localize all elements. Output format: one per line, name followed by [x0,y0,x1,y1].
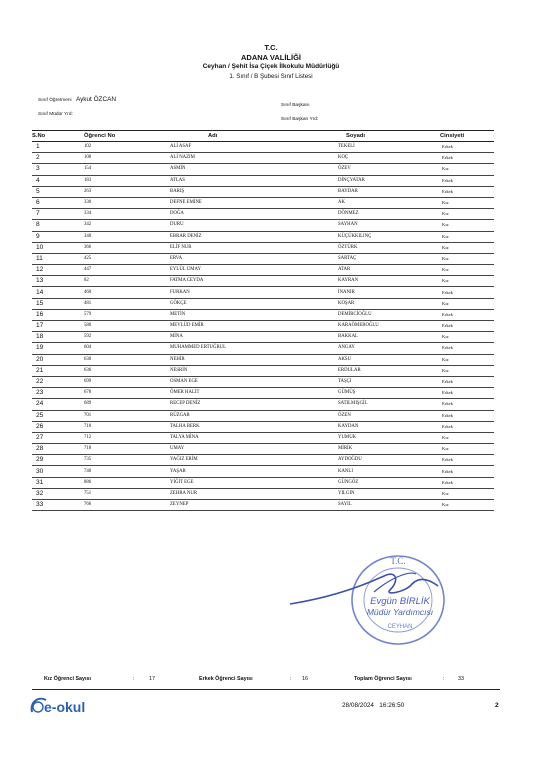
student-number: 481 [62,298,144,309]
student-gender: Kız [424,500,494,511]
student-gender: Erkek [424,321,494,332]
table-row [32,421,494,432]
student-gender: Erkek [424,287,494,298]
student-gender: Kız [424,432,494,443]
page-number: 2 [495,702,499,709]
student-number: 718 [62,444,144,455]
student-name: DEFNE EMİNE [144,197,304,208]
table-row [32,354,494,365]
student-name: ZEYNEP [144,500,304,511]
footer-divider [32,689,500,690]
vice-president-label: Sınıf Başkan Yrd: [281,117,319,122]
row-number: 15 [32,298,62,309]
student-number: 154 [62,164,144,175]
student-surname: DİNÇYATAR [304,175,424,186]
stamp-bottom-text: CEYHAN [387,624,413,630]
student-name: ELİF NUR [144,242,304,253]
student-gender: Kız [424,209,494,220]
student-number: 460 [62,287,144,298]
student-gender: Kız [424,276,494,287]
student-gender: Kız [424,231,494,242]
student-name: NESRİN [144,365,304,376]
row-number: 21 [32,365,62,376]
table-row [32,209,494,220]
table-row [32,220,494,231]
student-number: 366 [62,242,144,253]
student-name: METİN [144,309,304,320]
table-row [32,265,494,276]
table-header-row [32,131,494,142]
student-surname: KAYRAN [304,276,424,287]
student-name: GÖKÇE [144,298,304,309]
student-surname: GÜMÜŞ [304,388,424,399]
table-row [32,343,494,354]
student-gender: Kız [424,265,494,276]
row-number: 32 [32,488,62,499]
student-gender: Kız [424,298,494,309]
student-number: 735 [62,455,144,466]
boys-count: 16 [302,676,308,682]
table-row [32,444,494,455]
girls-count-label: Kız Öğrenci Sayısı [44,676,92,682]
student-number: 82 [62,276,144,287]
student-number: 447 [62,265,144,276]
student-number: 108 [62,153,144,164]
row-number: 29 [32,455,62,466]
row-number: 13 [32,276,62,287]
student-number: 712 [62,432,144,443]
student-number: 751 [62,488,144,499]
student-name: ÖMER HALİT [144,388,304,399]
student-gender: Erkek [424,421,494,432]
row-number: 17 [32,321,62,332]
student-name: YAŞAR [144,466,304,477]
table-row [32,298,494,309]
table-row [32,365,494,376]
row-number: 1 [32,142,62,153]
student-number: 592 [62,332,144,343]
student-number: 580 [62,321,144,332]
student-name: BARIŞ [144,186,304,197]
official-stamp [288,540,478,650]
student-surname: TAŞÇI [304,376,424,387]
col-name: Adı [144,131,304,142]
student-gender: Erkek [424,175,494,186]
row-number: 3 [32,164,62,175]
student-surname: KOÇ [304,153,424,164]
student-name: YAĞIZ ERİM [144,455,304,466]
student-name: TALHA BERK [144,421,304,432]
student-name: RECEP DENİZ [144,399,304,410]
row-number: 5 [32,186,62,197]
row-number: 14 [32,287,62,298]
student-surname: ÖZTÜRK [304,242,424,253]
student-name: UMAY [144,444,304,455]
student-number: 740 [62,466,144,477]
header-governorship: ADANA VALİLİĞİ [241,53,301,62]
student-gender: Erkek [424,455,494,466]
student-number: 710 [62,421,144,432]
table-row [32,399,494,410]
student-gender: Erkek [424,388,494,399]
student-number: 678 [62,388,144,399]
row-number: 30 [32,466,62,477]
student-name: MUHAMMED ERTUĞRUL [144,343,304,354]
row-number: 4 [32,175,62,186]
student-number: 263 [62,186,144,197]
student-surname: ANGAY [304,343,424,354]
student-surname: BAYDAR [304,186,424,197]
header-class-title: 1. Sınıf / B Şubesi Sınıf Listesi [229,73,313,80]
student-name: ALİ NAZIM [144,153,304,164]
student-surname: DEMİRCİOĞLU [304,309,424,320]
student-name: OSMAN EGE [144,376,304,387]
col-gender: Cinsiyeti [424,131,494,142]
student-surname: SAYIL [304,500,424,511]
student-surname: SATILMIŞGİL [304,399,424,410]
table-row [32,253,494,264]
row-number: 23 [32,388,62,399]
student-gender: Erkek [424,309,494,320]
print-datetime: 28/08/2024 16:26:50 [342,702,405,709]
eokul-logo-text: e-okul [44,699,86,715]
row-number: 7 [32,209,62,220]
table-row [32,410,494,421]
student-name: ALİ ASAF [144,142,304,153]
student-number: 630 [62,354,144,365]
table-row [32,242,494,253]
col-student-no: Öğrenci No [62,131,144,142]
student-surname: SARTAÇ [304,253,424,264]
table-row [32,164,494,175]
student-gender: Kız [424,164,494,175]
row-number: 24 [32,399,62,410]
student-number: 330 [62,197,144,208]
teacher-name: Aykut ÖZCAN [75,96,116,103]
student-number: 425 [62,253,144,264]
student-gender: Kız [424,220,494,231]
row-number: 8 [32,220,62,231]
student-surname: İNANIR [304,287,424,298]
student-surname: MİRİK [304,444,424,455]
table-row [32,376,494,387]
row-number: 27 [32,432,62,443]
boys-count-label: Erkek Öğrenci Sayısı [199,676,253,682]
student-name: MEVLÜD EMİR [144,321,304,332]
total-colon: : [443,676,445,682]
student-number: 334 [62,209,144,220]
table-row [32,276,494,287]
girls-count: 17 [149,676,155,682]
student-name: EBRAR DENİZ [144,231,304,242]
student-gender: Erkek [424,186,494,197]
student-surname: KOŞAR [304,298,424,309]
student-name: FATMA CEYDA [144,276,304,287]
student-number: 348 [62,231,144,242]
table-row [32,455,494,466]
student-gender: Erkek [424,343,494,354]
table-row [32,332,494,343]
table-row [32,477,494,488]
student-name: EYLÜL UMAY [144,265,304,276]
student-number: 699 [62,376,144,387]
header-tc: T.C. [264,43,278,52]
student-number: 183 [62,175,144,186]
student-name: ASMİN [144,164,304,175]
teacher-label: Sınıf Öğretmeni [38,98,72,103]
student-name: NEHİR [144,354,304,365]
row-number: 11 [32,253,62,264]
row-number: 28 [32,444,62,455]
student-surname: ÖZEN [304,410,424,421]
row-number: 25 [32,410,62,421]
student-table [32,130,494,511]
table-row [32,388,494,399]
table-row [32,321,494,332]
student-surname: ATAR [304,265,424,276]
row-number: 9 [32,231,62,242]
student-surname: ERDULAR [304,365,424,376]
student-number: 342 [62,220,144,231]
eokul-logo [28,692,98,718]
student-gender: Kız [424,365,494,376]
boys-colon: : [290,676,292,682]
col-surname: Soyadı [304,131,424,142]
student-gender: Erkek [424,142,494,153]
president-label: Sınıf Başkanı [281,103,310,108]
student-surname: KARAÖMEROĞLU [304,321,424,332]
teacher-row [38,96,116,103]
student-surname: AYDOĞDU [304,455,424,466]
student-surname: TEKELİ [304,142,424,153]
row-number: 16 [32,309,62,320]
row-number: 22 [32,376,62,387]
student-number: 766 [62,500,144,511]
student-gender: Kız [424,253,494,264]
row-number: 10 [32,242,62,253]
row-number: 19 [32,343,62,354]
row-number: 33 [32,500,62,511]
student-gender: Erkek [424,399,494,410]
table-row [32,231,494,242]
row-number: 26 [32,421,62,432]
student-name: ZEHRA NUR [144,488,304,499]
student-surname: YUMUK [304,432,424,443]
student-surname: AK [304,197,424,208]
student-name: ATLAS [144,175,304,186]
student-number: 604 [62,343,144,354]
student-surname: ÖZEV [304,164,424,175]
student-name: TALYA MİNA [144,432,304,443]
table-row [32,287,494,298]
student-gender: Kız [424,197,494,208]
guide-label: Sınıf Müdür Yrd: [38,112,73,117]
table-row [32,175,494,186]
student-surname: SAYHAN [304,220,424,231]
student-surname: KANLI [304,466,424,477]
table-row [32,500,494,511]
student-name: FURKAN [144,287,304,298]
student-surname: GÜNGÖZ [304,477,424,488]
student-surname: AKSU [304,354,424,365]
row-number: 20 [32,354,62,365]
student-name: YİĞİT EGE [144,477,304,488]
table-row [32,432,494,443]
table-row [32,466,494,477]
row-number: 6 [32,197,62,208]
row-number: 12 [32,265,62,276]
student-surname: KÜÇÜKKILINÇ [304,231,424,242]
table-row [32,153,494,164]
col-no: S.No [32,131,62,142]
student-surname: DÖNMEZ [304,209,424,220]
stamp-signer: Evgün BİRLİK [370,596,430,607]
student-name: DOĞA [144,209,304,220]
student-surname: YILGIN [304,488,424,499]
stamp-top-text: T.C. [390,556,406,566]
student-gender: Erkek [424,410,494,421]
student-number: 579 [62,309,144,320]
student-gender: Kız [424,332,494,343]
student-surname: KAYDAN [304,421,424,432]
total-count: 33 [458,676,464,682]
student-gender: Erkek [424,153,494,164]
student-number: 689 [62,399,144,410]
student-gender: Erkek [424,477,494,488]
student-gender: Erkek [424,376,494,387]
student-name: RÜZGAR [144,410,304,421]
table-row [32,197,494,208]
student-number: 701 [62,410,144,421]
table-row [32,142,494,153]
total-count-label: Toplam Öğrenci Sayısı [354,676,412,682]
student-name: DURU [144,220,304,231]
student-number: 886 [62,477,144,488]
student-name: MİNA [144,332,304,343]
table-row [32,488,494,499]
girls-colon: : [133,676,135,682]
student-gender: Kız [424,354,494,365]
student-name: ERVA [144,253,304,264]
student-number: 102 [62,142,144,153]
student-gender: Kız [424,444,494,455]
row-number: 2 [32,153,62,164]
table-row [32,309,494,320]
student-gender: Kız [424,488,494,499]
student-number: 636 [62,365,144,376]
row-number: 31 [32,477,62,488]
student-surname: BAKKAL [304,332,424,343]
student-gender: Erkek [424,466,494,477]
table-row [32,186,494,197]
header-school: Ceyhan / Şehit İsa Çiçek İlkokulu Müdürlüğü [202,63,340,70]
row-number: 18 [32,332,62,343]
student-gender: Kız [424,242,494,253]
stamp-title: Müdür Yardımcısı [366,607,434,617]
